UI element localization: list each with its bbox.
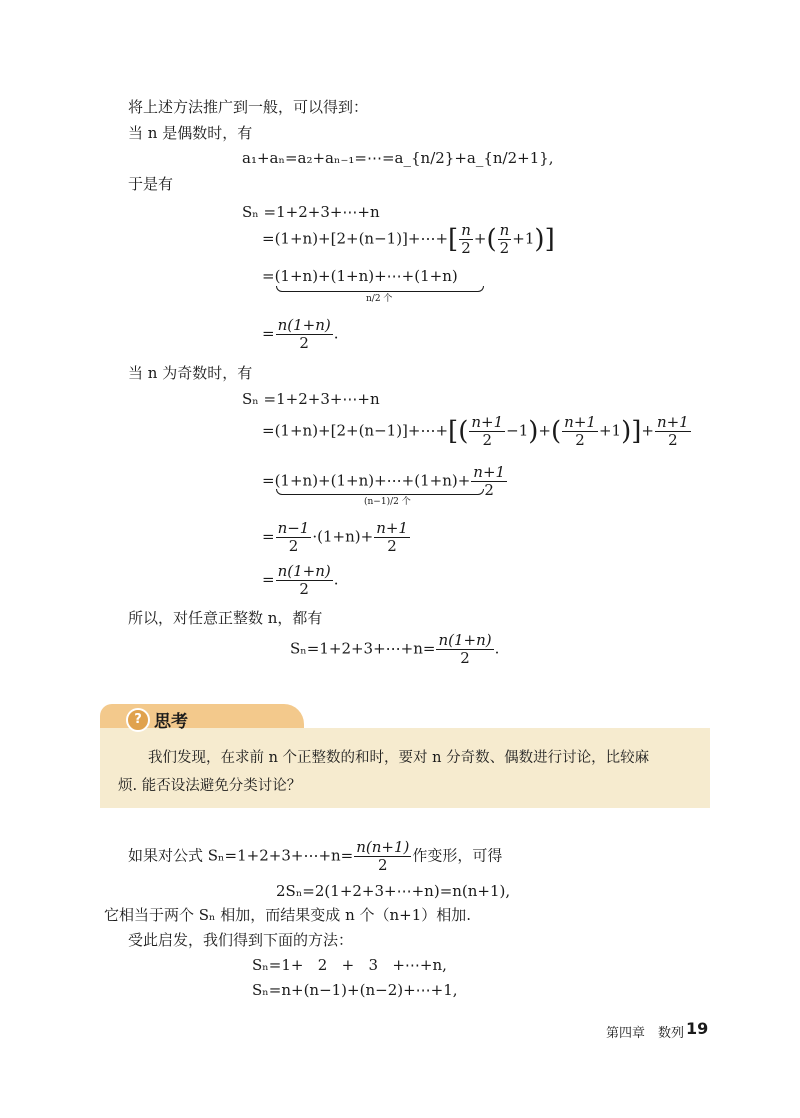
odd-step-2: =(1+n)+(1+n)+⋯+(1+n)+ $\frac{n+1}{2}$ <box>262 463 506 499</box>
two-sn-equation: 2Sₙ=2(1+2+3+⋯+n)=n(n+1), <box>276 882 511 900</box>
chapter-label: 第四章 数列 <box>606 1026 685 1041</box>
sn-backward: Sₙ=n+(n−1)+(n−2)+⋯+1, <box>252 981 458 999</box>
odd-step-3: = $\frac{n-1}{2}$ ·(1+n)+ $\frac{n+1}{2}$ <box>262 519 408 555</box>
even-sn-definition: Sₙ =1+2+3+⋯+n <box>242 203 380 221</box>
odd-case-line: 当 n 为奇数时，有 <box>128 364 253 382</box>
odd-brace-label: (n−1)/2 个 <box>364 497 411 507</box>
odd-step-4: = $\frac{n(1+n)}{2}$ . <box>262 562 339 598</box>
inspired-line: 受此启发，我们得到下面的方法： <box>128 931 354 949</box>
if-formula-line: 如果对公式 Sₙ=1+2+3+⋯+n= $\frac{n(n+1)}{2}$ 作变形，可得 <box>128 838 503 874</box>
think-body-line-1: 我们发现，在求前 n 个正整数的和时，要对 n 分奇数、偶数进行讨论，比较麻 <box>148 750 650 766</box>
think-box <box>100 728 710 808</box>
intro-line: 将上述方法推广到一般，可以得到： <box>128 98 369 116</box>
conclusion-line: 所以，对任意正整数 n，都有 <box>128 609 323 627</box>
even-step-3: = $\frac{n(1+n)}{2}$ . <box>262 316 339 352</box>
think-body-line-2: 烦. 能否设法避免分类讨论？ <box>118 778 302 794</box>
even-step-1: =(1+n)+[2+(n−1)]+⋯+[ $\frac{n}{2}$ +( $\frac{n}{2}$ +1)] <box>262 221 555 257</box>
page-number: 19 <box>686 1019 709 1038</box>
odd-sn-definition: Sₙ =1+2+3+⋯+n <box>242 390 380 408</box>
even-case-line: 当 n 是偶数时，有 <box>128 124 253 142</box>
then-have-line: 于是有 <box>128 175 174 193</box>
equivalent-line: 它相当于两个 Sₙ 相加，而结果变成 n 个（n+1）相加. <box>104 906 472 924</box>
think-title: 思考 <box>154 712 188 732</box>
even-brace-label: n/2 个 <box>366 294 393 304</box>
even-pairs-equation: a₁+aₙ=a₂+aₙ₋₁=⋯=a_{n/2}+a_{n/2+1}, <box>242 149 554 167</box>
question-icon: ? <box>126 708 150 732</box>
sn-forward: Sₙ=1+ 2 + 3 +⋯+n, <box>252 956 447 974</box>
final-formula: Sₙ=1+2+3+⋯+n= $\frac{n(1+n)}{2}$ . <box>290 631 500 667</box>
even-step-2: =(1+n)+(1+n)+⋯+(1+n) <box>262 267 458 285</box>
odd-underbrace <box>276 489 484 495</box>
odd-step-1: =(1+n)+[2+(n−1)]+⋯+[( $\frac{n+1}{2}$ −1)+( $\frac{n+1}{2}$ +1)]+ $\frac{n+1}{2}$ <box>262 413 689 449</box>
even-underbrace <box>276 286 484 292</box>
